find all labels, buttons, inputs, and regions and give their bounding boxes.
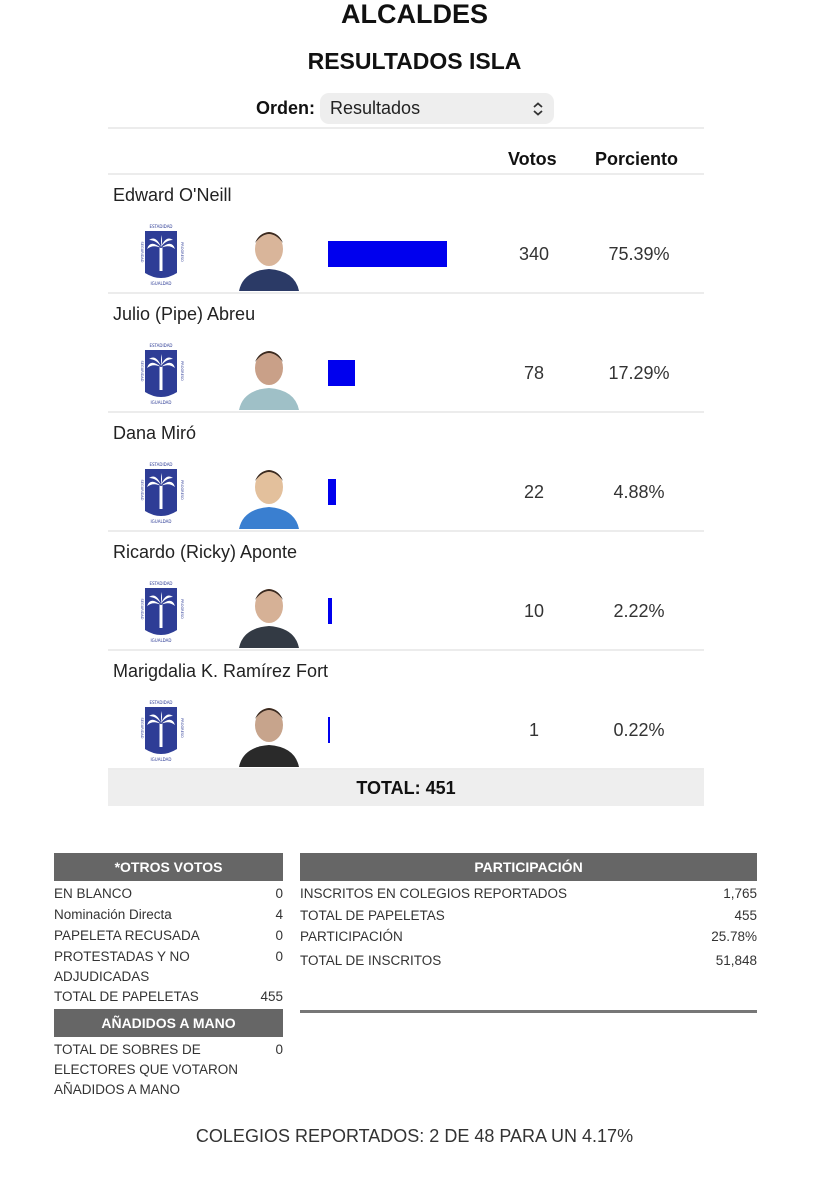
vote-bar [328,479,336,505]
results-table [108,127,704,806]
stat-label: INSCRITOS EN COLEGIOS REPORTADOS [300,886,568,901]
logo-text-top: ESTADIDAD [149,224,173,229]
candidate-votes: 22 [523,482,545,502]
logo-text-left: SEGURIDAD [140,717,144,739]
vote-bar-track [328,717,468,743]
candidate-row [108,175,704,294]
stat-label: PAPELETA RECUSADA [54,928,200,943]
order-selected-value: Resultados [330,98,421,118]
logo-text-bottom: IGUALDAD [150,638,172,643]
stat-value: 1,765 [723,886,757,901]
party-logo [136,697,186,763]
candidate-photo [233,219,305,291]
candidate-votes: 340 [518,244,550,264]
vote-bar [328,360,355,386]
candidate-percent: 2.22% [613,601,665,621]
logo-text-right: PROGRESO [180,718,184,738]
participacion-rows [300,881,757,1013]
palm-tree-icon [136,578,186,644]
otros-votos-title: *OTROS VOTOS [54,853,283,881]
candidate-photo [233,338,305,410]
colegios-reportados: COLEGIOS REPORTADOS: 2 DE 48 PARA UN 4.17% [195,1126,634,1146]
percent-column-header: Porciento [595,149,679,169]
stat-row [300,927,757,949]
page-title: ALCALDES [341,0,488,29]
candidate-row [108,532,704,651]
stat-row [54,947,283,987]
candidate-photo [233,457,305,529]
candidate-percent: 4.88% [613,482,665,502]
stat-row [300,884,757,906]
logo-text-left: SEGURIDAD [140,479,144,501]
stat-label: PROTESTADAS Y NO ADJUDICADAS [54,949,190,984]
candidate-votes: 1 [528,720,539,740]
stat-row [300,906,757,928]
stat-row [54,884,283,905]
order-label: Orden: [256,98,316,118]
candidate-percent: 0.22% [613,720,665,740]
candidate-row [108,413,704,532]
party-logo [136,459,186,525]
stat-label: TOTAL DE INSCRITOS [300,952,442,968]
palm-tree-icon [136,697,186,763]
logo-text-top: ESTADIDAD [149,700,173,705]
stat-value: 0 [275,886,283,901]
logo-text-bottom: IGUALDAD [150,281,172,286]
candidate-photo [233,695,305,767]
candidate-name: Marigdalia K. Ramírez Fort [113,661,329,681]
logo-text-top: ESTADIDAD [149,462,173,467]
candidate-name: Edward O'Neill [113,185,232,205]
stat-label: TOTAL DE PAPELETAS [300,907,445,923]
stat-row [54,926,283,947]
votes-column-header: Votos [508,149,557,169]
candidate-votes: 78 [523,363,545,383]
candidate-list [108,175,704,770]
logo-text-right: PROGRESO [180,480,184,500]
candidate-row [108,651,704,770]
stat-row [54,905,283,926]
results-header [108,127,704,175]
order-control [256,93,554,124]
stat-value: 455 [260,989,283,1004]
participacion-title: PARTICIPACIÓN [300,853,757,881]
stat-value: 0 [275,1042,283,1057]
candidate-row [108,294,704,413]
stat-label: EN BLANCO [54,886,133,901]
palm-tree-icon [136,221,186,287]
candidate-percent: 17.29% [608,363,670,383]
candidate-photo [233,576,305,648]
stat-value: 4 [275,907,283,922]
stat-label: PARTICIPACIÓN [300,929,403,944]
stat-value: 0 [275,928,283,943]
vote-bar [328,598,332,624]
vote-bar [328,717,330,743]
vote-bar-track [328,598,468,624]
party-logo [136,221,186,287]
candidate-name: Ricardo (Ricky) Aponte [113,542,298,562]
total-votes: TOTAL: 451 [108,770,704,806]
stat-value: 51,848 [715,952,757,968]
stat-value: 455 [734,907,757,923]
logo-text-top: ESTADIDAD [149,581,173,586]
candidate-percent: 75.39% [608,244,670,264]
vote-bar-track [328,479,468,505]
order-select[interactable] [320,93,554,124]
candidate-votes: 10 [523,601,545,621]
stat-row [300,951,757,973]
party-logo [136,578,186,644]
anadidos-title: AÑADIDOS A MANO [54,1009,283,1037]
logo-text-right: PROGRESO [180,361,184,381]
party-logo [136,340,186,406]
stat-row [54,1040,283,1100]
page-subtitle: RESULTADOS ISLA [307,48,522,74]
otros-votos-panel [54,853,283,1100]
otros-votos-rows [54,881,283,1008]
logo-text-bottom: IGUALDAD [150,757,172,762]
logo-text-top: ESTADIDAD [149,343,173,348]
vote-bar-track [328,360,468,386]
candidate-name: Dana Miró [113,423,197,443]
palm-tree-icon [136,459,186,525]
logo-text-right: PROGRESO [180,242,184,262]
logo-text-left: SEGURIDAD [140,360,144,382]
chevron-up-down-icon [532,93,544,124]
palm-tree-icon [136,340,186,406]
participacion-panel [300,853,757,1013]
stat-label: TOTAL DE PAPELETAS [54,989,199,1004]
stat-label: TOTAL DE SOBRES DE ELECTORES QUE VOTARON AÑADIDOS A MANO [54,1042,239,1097]
stat-label: Nominación Directa [54,907,172,922]
logo-text-left: SEGURIDAD [140,598,144,620]
logo-text-left: SEGURIDAD [140,241,144,263]
logo-text-right: PROGRESO [180,599,184,619]
candidate-name: Julio (Pipe) Abreu [113,304,256,324]
vote-bar [328,241,447,267]
vote-bar-track [328,241,468,267]
logo-text-bottom: IGUALDAD [150,519,172,524]
logo-text-bottom: IGUALDAD [150,400,172,405]
stat-value: 0 [275,949,283,964]
stat-value: 25.78% [711,929,757,944]
stat-row [54,987,283,1008]
anadidos-rows [54,1037,283,1100]
